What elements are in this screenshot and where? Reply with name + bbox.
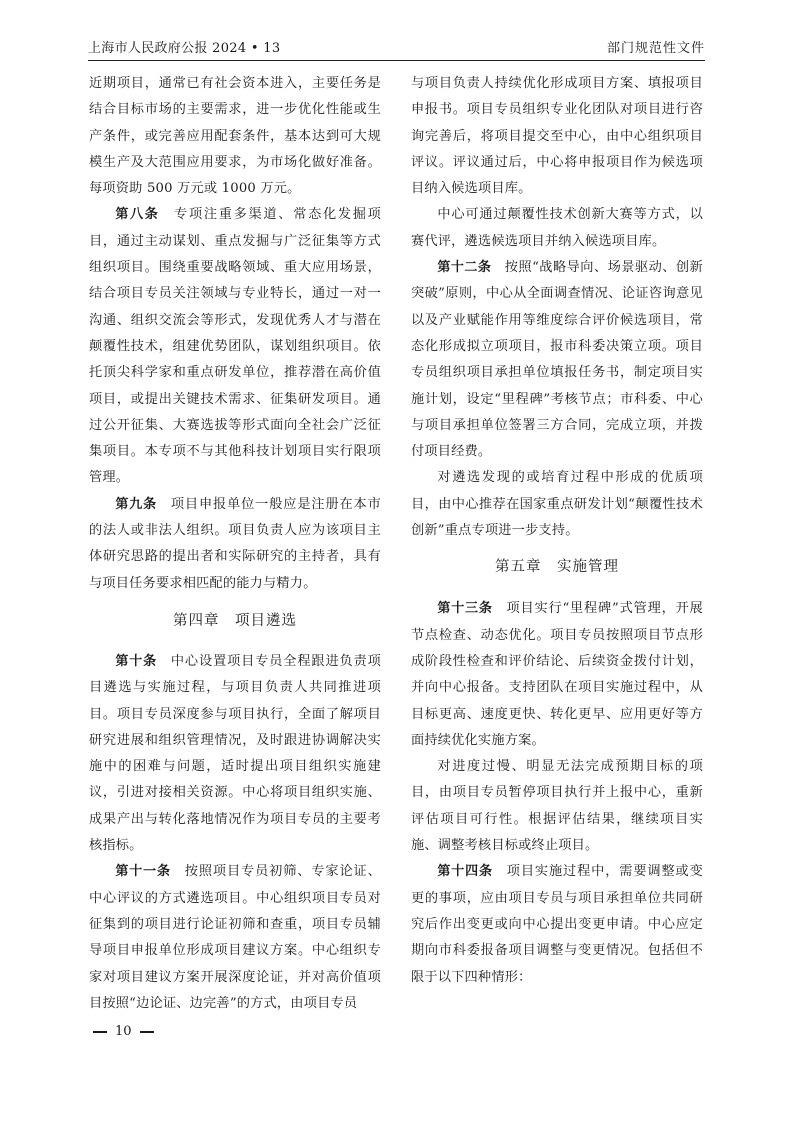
article-13 [411, 596, 703, 754]
page-footer [93, 1024, 162, 1039]
article-text: 按照“战略导向、场景驱动、创新突破”原则，中心从全面调查情况、论证咨询意见以及产业赋能作用等维度综合评价候选项目，常态化形成拟立项项目，报市科委决策立项。项目专员组织项目承担单位填报任务书，制定项目实施计划，设定“里程碑”考核节点；市科委、中心与项目承担单位签署三方合同，完成立项，并拨付项目经费。 [411, 260, 703, 460]
article-label: 第十条 [115, 653, 157, 669]
paragraph: 对进度过慢、明显无法完成预期目标的项目，由项目专员暂停项目执行并上报中心，重新评估项目可行性。根据评估结果，继续项目实施、调整考核目标或终止项目。 [411, 759, 703, 854]
chapter-heading: 第四章 项目遴选 [173, 612, 297, 629]
chapter-heading: 第五章 实施管理 [495, 559, 619, 576]
dash-left [93, 1031, 107, 1033]
section-title: 部门规范性文件 [606, 41, 705, 56]
publication-title: 上海市人民政府公报 2024 • 13 [88, 41, 281, 56]
right-column [411, 71, 703, 991]
article-text: 项目申报单位一般应是注册在本市的法人或非法人组织。项目负责人应为该项目主体研究思路的提出者和实际研究的主持者，具有与项目任务要求相匹配的能力与精力。 [89, 496, 381, 591]
article-label: 第十三条 [437, 601, 493, 617]
dash-right [140, 1031, 154, 1033]
article-label: 第十二条 [437, 260, 492, 276]
article-text: 中心设置项目专员全程跟进负责项目遴选与实施过程，与项目负责人共同推进项目。项目专员深度参与项目执行，全面了解项目研究进展和组织管理情况，及时跟进协调解决实施中的困难与问题，适时提出项目组织实施建议，引进对接相关资源。中心将项目组织实施、成果产出与转化落地情况作为项目专员的主要考核指标。 [89, 653, 381, 854]
article-label: 第八条 [115, 207, 160, 223]
left-column [89, 71, 381, 1017]
page-number: 10 [115, 1024, 132, 1039]
article-text: 专项注重多渠道、常态化发掘项目，通过主动谋划、重点发掘与广泛征集等方式组织项目。围绕重要战略领域、重大应用场景，结合项目专员关注领域与专业特长，通过一对一沟通、组织交流会等形式，发现优秀人才与潜在颠覆性技术，组建优势团队，谋划组织项目。依托顶尖科学家和重点研发单位，推荐潜在高价值项目，或提出关键技术需求、征集研发项目。通过公开征集、大赛选拔等形式面向全社会广泛征集项目。本专项不与其他科技计划项目实行限项管理。 [89, 207, 381, 486]
article-14 [411, 859, 703, 990]
article-text: 按照项目专员初筛、专家论证、中心评议的方式遴选项目。中心组织项目专员对征集到的项目进行论证初筛和查重，项目专员辅导项目申报单位形成项目建议方案。中心组织专家对项目建议方案开展深度论证，并对高价值项目按照“边论证、边完善”的方式，由项目专员 [89, 864, 381, 1011]
article-9 [89, 492, 381, 597]
article-11 [89, 859, 381, 1017]
paragraph: 中心可通过颠覆性技术创新大赛等方式，以赛代评，遴选候选项目并纳入候选项目库。 [411, 207, 703, 249]
paragraph: 近期项目，通常已有社会资本进入，主要任务是结合目标市场的主要需求，进一步优化性能或生产条件，或完善应用配套条件，基本达到可大规模生产及大范围应用要求，为市场化做好准备。每项资助 500 万元或 1000 万元。 [89, 76, 381, 197]
article-label: 第十四条 [437, 864, 493, 880]
article-12 [411, 255, 703, 465]
header-rule [88, 60, 705, 61]
article-label: 第九条 [115, 496, 157, 512]
article-10 [89, 649, 381, 859]
paragraph: 对遴选发现的或培育过程中形成的优质项目，由中心推荐在国家重点研发计划“颠覆性技术创新”重点专项进一步支持。 [411, 470, 703, 539]
article-text: 项目实施过程中，需要调整或变更的事项，应由项目专员与项目承担单位共同研究后作出变更或向中心提出变更申请。中心应定期向市科委报备项目调整与变更情况。包括但不限于以下四种情形： [411, 864, 703, 985]
running-header [88, 37, 705, 59]
paragraph: 与项目负责人持续优化形成项目方案、填报项目申报书。项目专员组织专业化团队对项目进行咨询完善后，将项目提交至中心，由中心组织项目评议。评议通过后，中心将申报项目作为候选项目纳入候选项目库。 [411, 76, 703, 197]
article-text: 项目实行“里程碑”式管理，开展节点检查、动态优化。项目专员按照项目节点形成阶段性检查和评价结论、后续资金拨付计划，并向中心报备。支持团队在项目实施过程中，从目标更高、速度更快、转化更早、应用更好等方面持续优化实施方案。 [411, 601, 703, 748]
article-label: 第十一条 [115, 864, 171, 880]
article-8 [89, 202, 381, 491]
